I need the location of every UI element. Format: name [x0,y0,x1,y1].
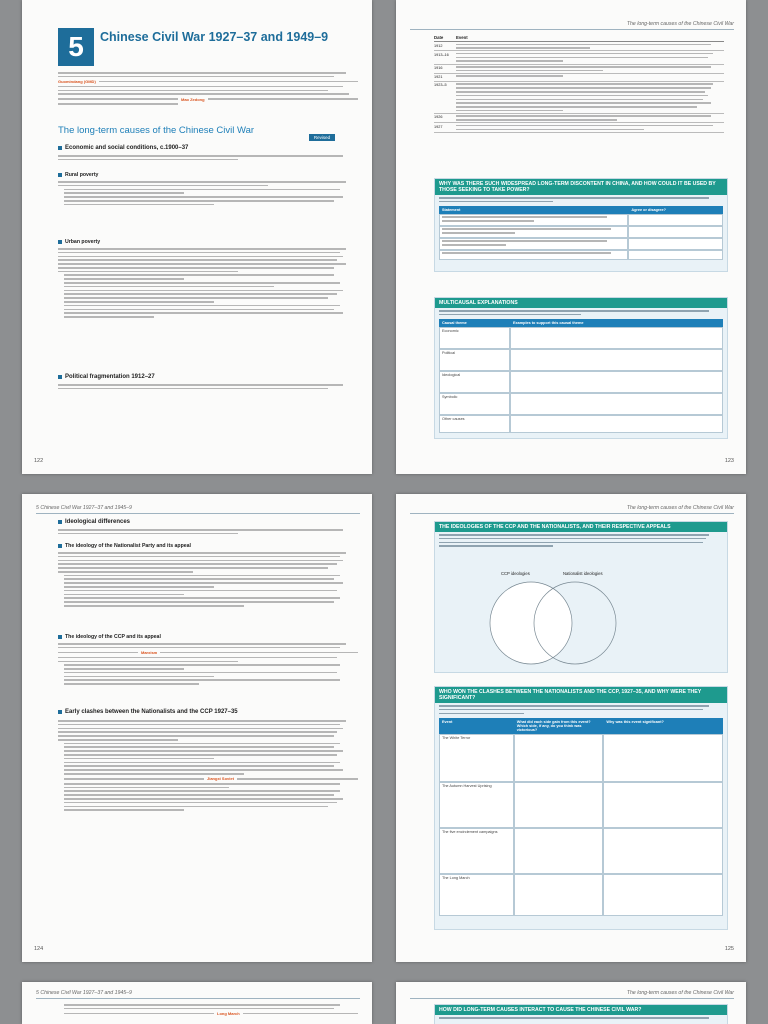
row-long-march: The Long March [439,874,514,916]
highlight-long-march: Long March [217,1011,240,1017]
answer-cell[interactable] [510,393,723,415]
rural-poverty-text [58,181,358,205]
statement-cell [439,238,628,250]
ideological-differences-text [58,529,358,534]
answer-cell[interactable] [628,238,723,250]
activity-instructions [435,532,727,549]
bullet-square-icon [58,240,62,244]
row-white-terror: The White Terror [439,734,514,782]
answer-cell[interactable] [628,250,723,260]
bullet-square-icon [58,146,62,150]
nationalist-ideology-text [58,552,358,607]
running-head: The long-term causes of the Chinese Civil War [626,505,734,511]
timeline-row: 1926 [434,114,724,123]
bullet-square-icon [58,173,62,177]
col-causal-theme: Causal theme [439,319,510,327]
subheading-ideological-differences: Ideological differences [58,519,130,525]
activity-title: THE IDEOLOGIES OF THE CCP AND THE NATIONALISTS, AND THEIR RESPECTIVE APPEALS [435,522,727,532]
page-126-partial [22,982,372,1024]
statement-cell [439,226,628,238]
early-clashes-text [58,720,358,811]
activity-instructions [435,195,727,204]
venn-circle-ccp [490,582,572,664]
chapter-number-badge: 5 [58,28,94,66]
section-heading-long-term-causes: The long-term causes of the Chinese Civil War [58,125,255,136]
activity-multicausal [434,297,728,439]
subheading-rural-poverty: Rural poverty [58,172,98,178]
subheading-urban-poverty: Urban poverty [58,239,100,245]
highlight-jiangxi: Jiangxi Soviet [207,776,234,782]
statement-cell [439,250,628,260]
page-number: 125 [724,946,734,952]
timeline-row: 1913–16 [434,51,724,64]
answer-cell[interactable] [603,782,723,828]
running-head: 5 Chinese Civil War 1927–37 and 1945–9 [36,990,132,996]
col-gain: What did each side gain from this event? Which side, if any, do you think was victorious? [514,718,604,734]
subheading-political-fragmentation: Political fragmentation 1912–27 [58,374,155,380]
subheading-economic-social: Economic and social conditions, c.1900–37 [58,145,188,151]
highlight-gmd: Guomindang (GMD) [58,79,96,85]
timeline-row: 1921 [434,74,724,82]
answer-cell[interactable] [514,828,604,874]
row-autumn-harvest: The Autumn Harvest Uprising [439,782,514,828]
activity-title: WHY WAS THERE SUCH WIDESPREAD LONG-TERM DISCONTENT IN CHINA, AND HOW COULD IT BE USED BY THOSE SEEKING TO TAKE POWER? [435,179,727,195]
statement-cell [439,214,628,226]
activity-instructions [435,703,727,716]
timeline-col-date: Date [434,35,444,40]
continued-text [58,1004,358,1016]
timeline-row: 1923–5 [434,82,724,114]
answer-cell[interactable] [603,734,723,782]
answer-cell[interactable] [510,371,723,393]
answer-cell[interactable] [603,828,723,874]
activity-instructions [435,308,727,317]
ccp-ideology-text [58,643,358,685]
running-head: The long-term causes of the Chinese Civil War [626,21,734,27]
timeline-row: 1912 [434,42,724,51]
subheading-early-clashes: Early clashes between the Nationalists and the CCP 1927–35 [58,709,238,715]
answer-cell[interactable] [514,734,604,782]
page-122 [22,0,372,474]
venn-label-ccp: CCP ideologies [501,571,530,576]
col-statement: Statement [439,206,628,214]
timeline-table [434,35,724,133]
activity-discontent [434,178,728,272]
answer-cell[interactable] [628,226,723,238]
row-economic: Economic [439,327,510,349]
col-examples: Examples to support this causal theme [510,319,723,327]
header-rule [410,998,734,999]
timeline-col-event: Event [456,35,468,40]
row-political: Political [439,349,510,371]
activity-ideologies-venn [434,521,728,673]
revised-badge: Revised [309,134,335,141]
activity-interaction [434,1004,728,1024]
row-symbolic: Symbolic [439,393,510,415]
bullet-square-icon [58,520,62,524]
running-head: The long-term causes of the Chinese Civil War [626,990,734,996]
bullet-square-icon [58,375,62,379]
chapter-title: Chinese Civil War 1927–37 and 1949–9 [100,30,329,44]
answer-cell[interactable] [603,874,723,916]
subheading-nationalist-ideology: The ideology of the Nationalist Party and its appeal [58,543,191,549]
col-event: Event [439,718,514,734]
activity-title: WHO WON THE CLASHES BETWEEN THE NATIONALISTS AND THE CCP, 1927–35, AND WHY WERE THEY SIGNIFICANT? [435,687,727,703]
activity-instructions [435,1015,727,1021]
page-123 [396,0,746,474]
answer-cell[interactable] [628,214,723,226]
page-number: 124 [34,946,44,952]
economic-paragraph [58,155,358,160]
answer-cell[interactable] [514,874,604,916]
col-significance: Why was this event significant? [603,718,723,734]
highlight-mao: Mao Zedong [181,96,205,102]
activity-title: HOW DID LONG-TERM CAUSES INTERACT TO CAUSE THE CHINESE CIVIL WAR? [435,1005,727,1015]
venn-label-nationalist: Nationalist ideologies [563,571,603,576]
timeline-row: 1916 [434,65,724,74]
page-125 [396,494,746,962]
venn-diagram[interactable] [483,578,623,668]
activity-title: MULTICAUSAL EXPLANATIONS [435,298,727,308]
intro-paragraph [58,72,358,105]
header-rule [36,998,360,999]
page-127-partial [396,982,746,1024]
header-rule [36,513,360,514]
page-number: 123 [724,458,734,464]
row-encirclement: The five encirclement campaigns [439,828,514,874]
timeline-row: 1927 [434,123,724,132]
highlight-marxism: Marxism [141,650,158,656]
running-head: 5 Chinese Civil War 1927–37 and 1945–9 [36,505,132,511]
header-rule [410,29,734,30]
bullet-square-icon [58,710,62,714]
political-fragmentation-text [58,384,358,389]
urban-poverty-text [58,248,358,318]
activity-clashes [434,686,728,930]
bullet-square-icon [58,635,62,639]
answer-cell[interactable] [510,415,723,433]
col-agree: Agree or disagree? [628,206,723,214]
answer-cell[interactable] [510,327,723,349]
page-124 [22,494,372,962]
answer-cell[interactable] [514,782,604,828]
answer-cell[interactable] [510,349,723,371]
subheading-ccp-ideology: The ideology of the CCP and its appeal [58,634,161,640]
bullet-square-icon [58,544,62,548]
row-ideological: Ideological [439,371,510,393]
page-number: 122 [34,458,44,464]
row-other-causes: Other causes [439,415,510,433]
header-rule [410,513,734,514]
